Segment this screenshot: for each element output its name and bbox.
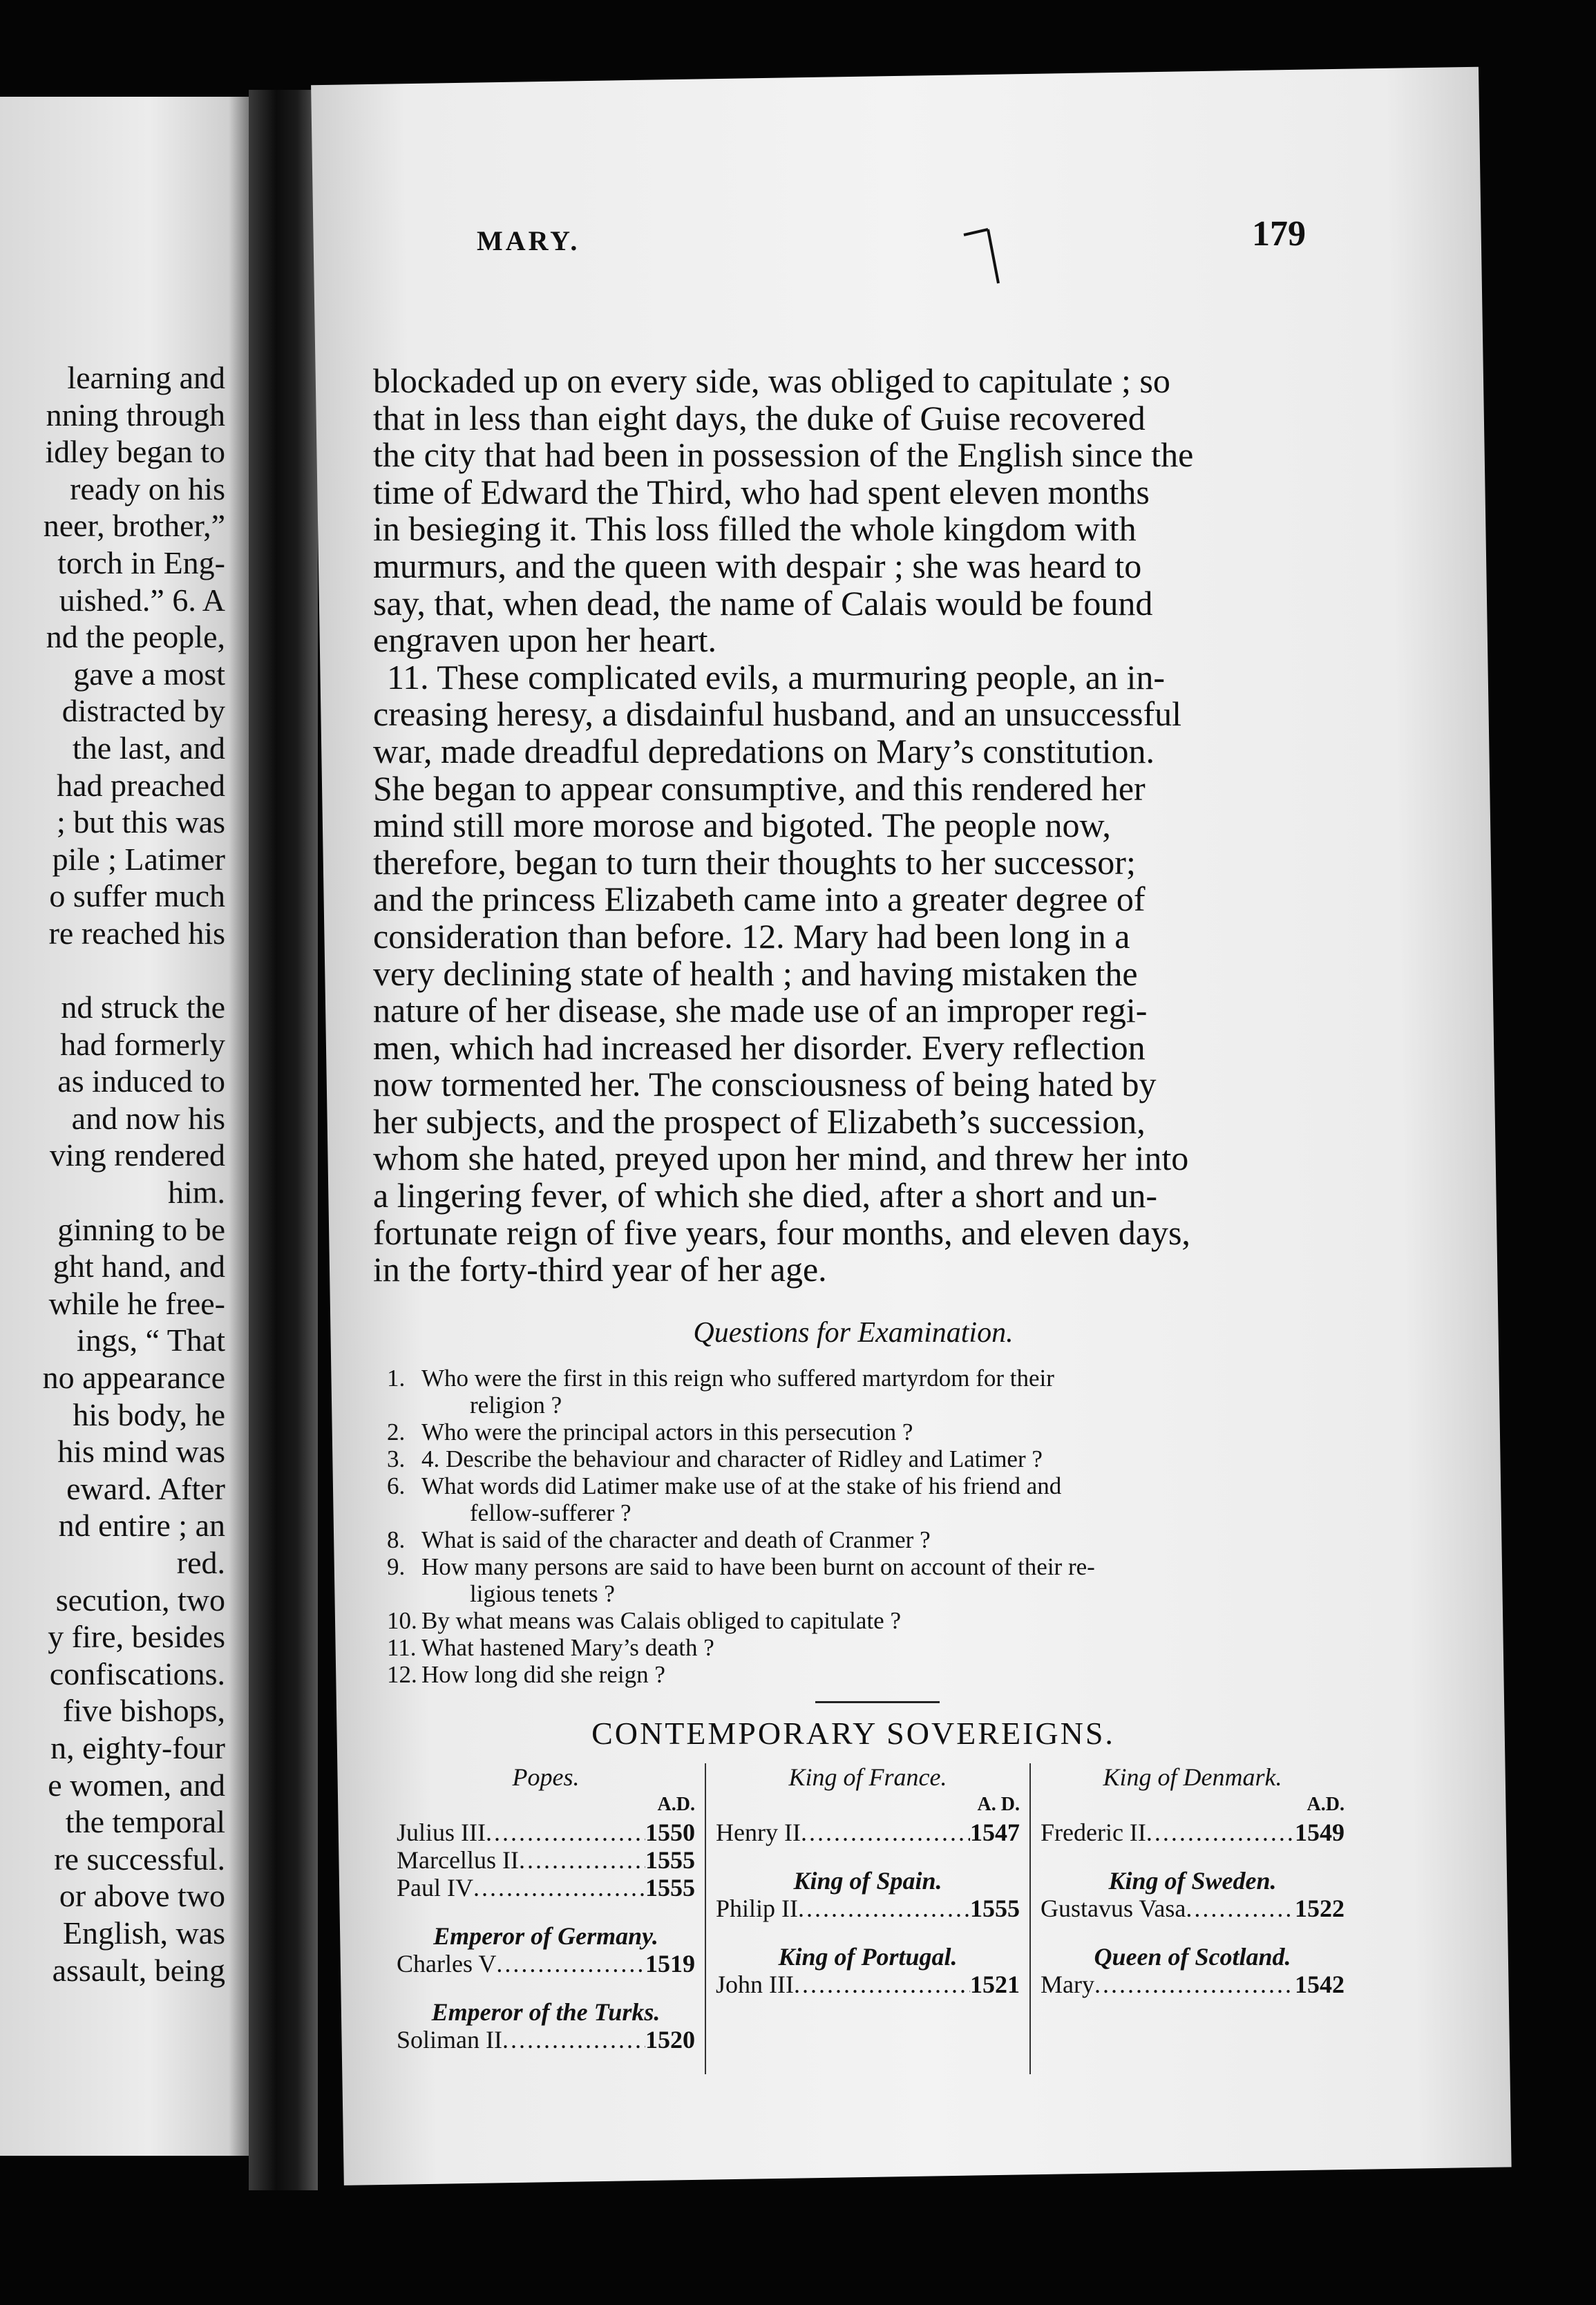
sovereign-row	[1041, 1819, 1345, 1846]
sovereign-year: 1555	[970, 1895, 1020, 1922]
question-item	[387, 1634, 1347, 1661]
question-text: Who were the principal actors in this persecution ?	[421, 1419, 913, 1445]
questions-heading: Questions for Examination.	[693, 1317, 1014, 1349]
left-text-line: five bishops,	[62, 1693, 225, 1729]
left-text-line: assault, being	[52, 1952, 225, 1988]
question-item	[387, 1392, 1347, 1419]
left-text-line: e women, and	[48, 1767, 225, 1803]
sovereigns-table	[387, 1763, 1354, 2053]
left-text-line: the last, and	[73, 730, 225, 766]
body-text-line: fortunate reign of five years, four months, and eleven days,	[373, 1213, 1190, 1252]
left-text-line: ving rendered	[49, 1137, 225, 1173]
sovereign-year: 1549	[1295, 1819, 1345, 1846]
body-text-line: mind still more morose and bigoted. The people now,	[373, 806, 1111, 845]
sovereign-group	[716, 1763, 1020, 1846]
left-text-line: and now his	[71, 1100, 225, 1136]
sovereign-group	[1041, 1867, 1345, 1922]
question-text: religion ?	[470, 1392, 562, 1419]
left-text-line: or above two	[59, 1878, 225, 1914]
sovereign-group	[1041, 1943, 1345, 1998]
left-text-line: nning through	[46, 397, 225, 433]
body-text-line: blockaded up on every side, was obliged to capitulate ; so	[373, 361, 1170, 400]
sovereign-heading: Queen of Scotland.	[1094, 1943, 1291, 1971]
page-number: 179	[1252, 214, 1306, 254]
sovereign-row	[397, 1819, 695, 1846]
sovereign-year: 1542	[1295, 1971, 1345, 1998]
leader-dots	[794, 1971, 970, 1998]
body-text-line: consideration than before. 12. Mary had been long in a	[373, 916, 1130, 956]
left-text-line: no appearance	[42, 1360, 225, 1396]
left-text-line: red.	[176, 1545, 225, 1580]
question-item	[387, 1472, 1347, 1499]
left-text-line: ginning to be	[57, 1211, 225, 1247]
ad-label: A.D.	[657, 1794, 695, 1815]
sovereign-row	[397, 1874, 695, 1901]
left-text-line: torch in Eng-	[57, 544, 225, 580]
left-text-line: re reached his	[48, 915, 225, 951]
question-number: 6.	[387, 1472, 406, 1499]
sovereigns-title: CONTEMPORARY SOVEREIGNS.	[591, 1716, 1115, 1751]
sovereign-group	[716, 1867, 1020, 1922]
question-item	[387, 1499, 1347, 1526]
body-text-line: men, which had increased her disorder. Every reflection	[373, 1027, 1146, 1067]
sovereign-name: Marcellus II	[397, 1846, 519, 1874]
ad-label: A.D.	[1307, 1794, 1345, 1815]
question-number: 2.	[387, 1419, 406, 1445]
left-text-line: as induced to	[57, 1063, 225, 1099]
body-text-line: engraven upon her heart.	[373, 620, 716, 660]
left-text-line: eward. After	[66, 1470, 225, 1506]
body-text-line: that in less than eight days, the duke of Guise recovered	[373, 398, 1146, 437]
questions-list	[387, 1365, 1347, 1688]
leader-dots	[486, 1819, 645, 1846]
left-text-line: him.	[167, 1175, 225, 1211]
question-number: 11.	[387, 1634, 417, 1661]
question-item	[387, 1365, 1347, 1392]
sovereign-name: Mary	[1041, 1971, 1094, 1998]
leader-dots	[801, 1819, 970, 1846]
leader-dots	[798, 1895, 970, 1922]
left-text-line: idley began to	[45, 434, 225, 470]
sovereign-row	[716, 1971, 1020, 1998]
sovereign-heading: King of Denmark.	[1103, 1763, 1282, 1791]
body-text-line: a lingering fever, of which she died, after a short and un-	[373, 1176, 1158, 1215]
question-text: What words did Latimer make use of at the stake of his friend and	[421, 1472, 1062, 1499]
question-text: By what means was Calais obliged to capitulate ?	[421, 1607, 901, 1634]
sovereign-group	[716, 1943, 1020, 1998]
question-text: Who were the first in this reign who suffered martyrdom for their	[421, 1365, 1054, 1392]
left-text-line: o suffer much	[49, 878, 225, 914]
left-text-line: re successful.	[54, 1841, 225, 1877]
sovereigns-column	[705, 1763, 1029, 2074]
body-text-line: in the forty-third year of her age.	[373, 1250, 827, 1289]
question-item	[387, 1445, 1347, 1472]
question-text: How long did she reign ?	[421, 1661, 665, 1688]
left-text-line: gave a most	[73, 656, 225, 692]
left-text-line: had preached	[57, 767, 225, 803]
left-text-line: n, eighty-four	[50, 1729, 225, 1765]
left-text-line: ; but this was	[56, 804, 225, 840]
leader-dots	[1094, 1971, 1295, 1998]
left-page-text	[0, 359, 225, 1989]
question-text: 4. Describe the behaviour and character of Ridley and Latimer ?	[421, 1445, 1043, 1472]
question-text: fellow-sufferer ?	[470, 1499, 631, 1526]
question-item	[387, 1661, 1347, 1688]
left-text-line: y fire, besides	[48, 1619, 225, 1655]
left-text-line: while he free-	[48, 1285, 225, 1321]
sovereigns-column	[1029, 1763, 1354, 2074]
sovereign-heading: King of Sweden.	[1108, 1867, 1277, 1895]
sovereign-name: John III	[716, 1971, 794, 1998]
question-number: 3.	[387, 1445, 406, 1472]
body-text-line: time of Edward the Third, who had spent eleven months	[373, 472, 1150, 511]
body-text-line: say, that, when dead, the name of Calais would be found	[373, 583, 1153, 623]
body-text-line: creasing heresy, a disdainful husband, and an unsuccessful	[373, 694, 1182, 734]
left-text-line: distracted by	[61, 693, 225, 729]
body-text-line: in besieging it. This loss filled the whole kingdom with	[373, 509, 1137, 549]
left-text-line: had formerly	[60, 1026, 225, 1062]
question-item	[387, 1419, 1347, 1445]
sovereign-name: Frederic II	[1041, 1819, 1146, 1846]
question-text: How many persons are said to have been burnt on account of their re-	[421, 1553, 1095, 1580]
body-text-line: therefore, began to turn their thoughts to her successor;	[373, 842, 1136, 882]
sovereign-row	[397, 2026, 695, 2053]
body-text-line: and the princess Elizabeth came into a greater degree of	[373, 880, 1146, 919]
sovereign-heading: King of Spain.	[793, 1867, 942, 1895]
body-text-line: She began to appear consumptive, and this rendered her	[373, 768, 1146, 808]
body-text-line: now tormented her. The consciousness of being hated by	[373, 1065, 1157, 1104]
sovereign-year: 1550	[645, 1819, 695, 1846]
sovereign-row	[397, 1950, 695, 1977]
sovereign-group	[1041, 1763, 1345, 1846]
body-text-line: whom she hated, preyed upon her mind, and threw her into	[373, 1139, 1189, 1178]
sovereign-name: Philip II	[716, 1895, 799, 1922]
page-header	[477, 211, 1306, 266]
body-text	[373, 363, 1333, 1289]
left-text-line: English, was	[62, 1915, 225, 1951]
book-spine	[249, 90, 318, 2190]
body-text-line: the city that had been in possession of the English since the	[373, 435, 1194, 475]
left-text-line: the temporal	[65, 1804, 225, 1840]
question-number: 9.	[387, 1553, 406, 1580]
sovereign-year: 1521	[970, 1971, 1020, 1998]
leader-dots	[496, 1950, 645, 1977]
sovereign-year: 1547	[970, 1819, 1020, 1846]
left-text-line: pile ; Latimer	[52, 841, 225, 877]
left-text-line: ings, “ That	[76, 1322, 225, 1358]
sovereign-row	[716, 1895, 1020, 1922]
pencil-check-mark	[960, 221, 1023, 290]
sovereign-group	[397, 1763, 695, 1901]
left-text-line: confiscations.	[49, 1656, 225, 1691]
left-text-line: his body, he	[73, 1396, 225, 1432]
left-text-line: learning and	[67, 360, 225, 395]
sovereign-year: 1520	[645, 2026, 695, 2053]
leader-dots	[502, 2026, 645, 2053]
question-number: 1.	[387, 1365, 406, 1392]
left-text-line: nd the people,	[46, 619, 225, 655]
sovereign-name: Paul IV	[397, 1874, 473, 1901]
sovereign-year: 1522	[1295, 1895, 1345, 1922]
sovereign-name: Soliman II	[397, 2026, 502, 2053]
question-item	[387, 1580, 1347, 1607]
question-text: What hastened Mary’s death ?	[421, 1634, 714, 1661]
question-number: 8.	[387, 1526, 406, 1553]
left-text-line	[0, 952, 225, 989]
running-head: MARY.	[477, 225, 580, 256]
body-text-line: 11. These complicated evils, a murmuring people, an in-	[387, 657, 1166, 696]
left-text-line: ght hand, and	[53, 1249, 225, 1284]
left-page	[0, 97, 249, 2156]
left-text-line: his mind was	[57, 1434, 225, 1470]
question-item	[387, 1553, 1347, 1580]
body-text-line: war, made dreadful depredations on Mary’s constitution.	[373, 731, 1155, 770]
sovereign-heading: Popes.	[512, 1763, 580, 1791]
left-text-line: uished.” 6. A	[59, 582, 225, 618]
body-text-line: very declining state of health ; and having mistaken the	[373, 954, 1138, 993]
left-text-line: secution, two	[55, 1582, 225, 1618]
question-item	[387, 1607, 1347, 1634]
sovereign-year: 1519	[645, 1950, 695, 1977]
sovereign-row	[1041, 1895, 1345, 1922]
sovereign-year: 1555	[645, 1874, 695, 1901]
sovereign-heading: Emperor of the Turks.	[431, 1998, 661, 2026]
left-text-line: ready on his	[70, 471, 225, 506]
left-text-line: nd struck the	[61, 989, 225, 1025]
body-text-line: her subjects, and the prospect of Elizabeth’s succession,	[373, 1101, 1146, 1141]
sovereign-year: 1555	[645, 1846, 695, 1874]
sovereign-name: Julius III	[397, 1819, 486, 1846]
sovereign-name: Gustavus Vasa	[1041, 1895, 1186, 1922]
sovereigns-column	[387, 1763, 705, 2074]
body-text-line: murmurs, and the queen with despair ; she was heard to	[373, 546, 1142, 585]
sovereign-row	[716, 1819, 1020, 1846]
leader-dots	[519, 1846, 645, 1874]
left-text-line: nd entire ; an	[58, 1508, 225, 1544]
sovereign-heading: King of France.	[788, 1763, 947, 1791]
sovereign-row	[397, 1846, 695, 1874]
sovereign-group	[397, 1998, 695, 2053]
section-divider	[815, 1701, 940, 1703]
leader-dots	[1186, 1895, 1295, 1922]
leader-dots	[1146, 1819, 1295, 1846]
body-text-line: nature of her disease, she made use of an improper regi-	[373, 991, 1148, 1030]
sovereign-row	[1041, 1971, 1345, 1998]
question-item	[387, 1526, 1347, 1553]
sovereign-heading: King of Portugal.	[778, 1943, 958, 1971]
question-text: What is said of the character and death of Cranmer ?	[421, 1526, 931, 1553]
sovereign-name: Charles V	[397, 1950, 497, 1977]
sovereign-heading: Emperor of Germany.	[433, 1922, 658, 1950]
sovereign-name: Henry II	[716, 1819, 801, 1846]
question-text: ligious tenets ?	[470, 1580, 615, 1607]
question-number: 12.	[387, 1661, 417, 1688]
ad-label: A. D.	[977, 1794, 1020, 1815]
question-number: 10.	[387, 1607, 417, 1634]
sovereign-group	[397, 1922, 695, 1977]
leader-dots	[473, 1874, 645, 1901]
left-text-line: neer, brother,”	[43, 508, 225, 544]
